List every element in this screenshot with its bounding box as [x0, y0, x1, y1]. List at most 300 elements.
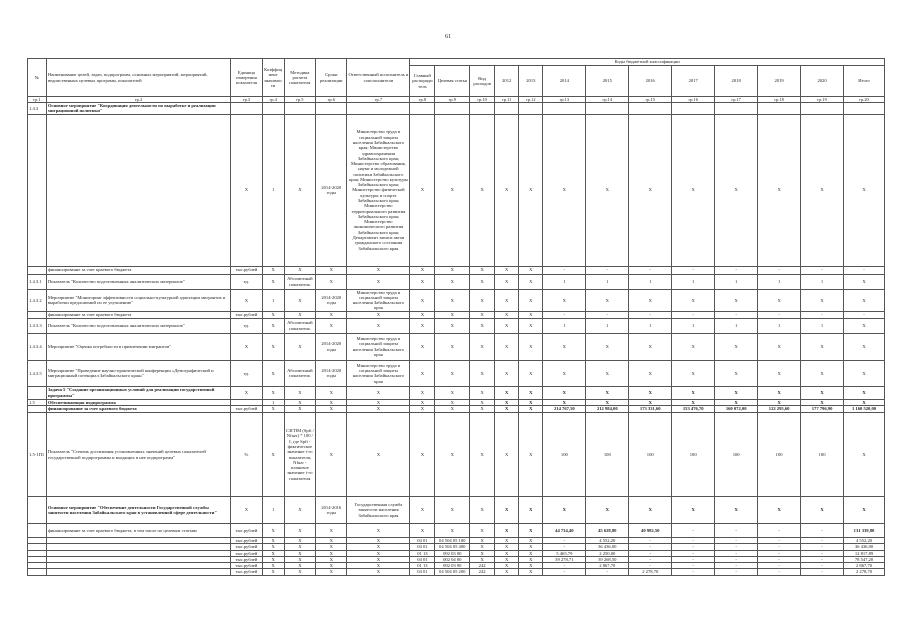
- row-year-value: -: [672, 563, 715, 569]
- row-coef: X: [262, 544, 284, 550]
- row-year-value: X: [495, 406, 519, 413]
- row-year-value: -: [801, 266, 844, 274]
- row-grbs: 04 01: [410, 569, 435, 575]
- row-year-value: -: [672, 550, 715, 556]
- row-year-value: X: [758, 114, 801, 266]
- row-year-value: -: [801, 311, 844, 318]
- row-number: [28, 386, 47, 399]
- row-resp: X: [347, 266, 410, 274]
- row-year-value: 5 465,79: [543, 550, 586, 556]
- row-year-value: X: [672, 399, 715, 405]
- row-year-value: [495, 103, 519, 115]
- row-year-value: X: [629, 289, 672, 311]
- row-year-value: X: [543, 289, 586, 311]
- row-vr: X: [470, 524, 495, 538]
- row-target: X: [435, 311, 470, 318]
- row-resp: X: [347, 318, 410, 333]
- row-resp: X: [347, 406, 410, 413]
- row-year-value: 153 476,70: [672, 406, 715, 413]
- row-year-value: X: [495, 360, 519, 386]
- row-method: X: [284, 386, 315, 399]
- row-target: X: [435, 360, 470, 386]
- header-year: 2017: [672, 66, 715, 97]
- header-year: 2014: [543, 66, 586, 97]
- row-coef: X: [262, 318, 284, 333]
- row-method: X: [284, 538, 315, 544]
- row-year-value: X: [519, 318, 543, 333]
- row-number: 1.4.3.4: [28, 333, 47, 360]
- row-period: X: [316, 538, 347, 544]
- row-year-value: -: [629, 563, 672, 569]
- table-row: [28, 266, 885, 274]
- row-target: X: [435, 274, 470, 289]
- row-period: X: [316, 413, 347, 497]
- header-coef: Коэффициент значимости: [262, 59, 284, 97]
- row-year-value: -: [715, 538, 758, 544]
- row-method: X: [284, 563, 315, 569]
- row-year-value: -: [672, 524, 715, 538]
- row-year-value: 100: [715, 413, 758, 497]
- row-year-value: X: [801, 114, 844, 266]
- row-year-value: 1: [586, 318, 629, 333]
- row-year-value: X: [672, 497, 715, 524]
- row-year-value: X: [495, 497, 519, 524]
- row-vr: X: [470, 311, 495, 318]
- row-year-value: X: [629, 360, 672, 386]
- row-vr: X: [470, 544, 495, 550]
- row-method: X: [284, 556, 315, 562]
- row-vr: X: [470, 289, 495, 311]
- row-year-value: -: [801, 550, 844, 556]
- row-year-value: X: [672, 114, 715, 266]
- row-year-value: X: [495, 563, 519, 569]
- row-period: 2014-2020 годы: [316, 360, 347, 386]
- row-method: X: [284, 333, 315, 360]
- row-total: 12 817,89: [844, 550, 885, 556]
- row-name: Показатель "Степень достижения установленных значений целевых показателей государственной подпрограммы и входящих в нее подпрограмм": [46, 413, 230, 497]
- row-year-value: -: [543, 563, 586, 569]
- row-year-value: X: [495, 544, 519, 550]
- row-name: финансирование за счет краевого бюджета: [46, 266, 230, 274]
- row-number: [28, 266, 47, 274]
- row-number: [28, 497, 47, 524]
- row-year-value: -: [715, 311, 758, 318]
- row-name: Основное мероприятие "Координация деятельности по выработке и реализации миграционной политики": [46, 103, 230, 115]
- row-grbs: X: [410, 360, 435, 386]
- row-method: X: [284, 266, 315, 274]
- row-total: 78 547,20: [844, 556, 885, 562]
- row-name: Мероприятие "Мониторинг эффективности социально-культурной адаптации мигрантов и выработки предложений по ее улучшению": [46, 289, 230, 311]
- row-year-value: [586, 103, 629, 115]
- row-period: X: [316, 406, 347, 413]
- row-coef: X: [262, 386, 284, 399]
- row-year-value: -: [672, 569, 715, 575]
- row-year-value: 100: [543, 413, 586, 497]
- row-year-value: -: [758, 538, 801, 544]
- row-unit: X: [231, 386, 262, 399]
- row-year-value: X: [672, 386, 715, 399]
- row-coef: X: [262, 360, 284, 386]
- row-year-value: X: [543, 399, 586, 405]
- row-year-value: [715, 103, 758, 115]
- row-total: X: [844, 386, 885, 399]
- row-coef: X: [262, 311, 284, 318]
- row-year-value: X: [495, 266, 519, 274]
- row-year-value: X: [519, 497, 543, 524]
- row-year-value: X: [495, 114, 519, 266]
- row-year-value: -: [586, 266, 629, 274]
- row-year-value: -: [758, 563, 801, 569]
- table-row: [28, 333, 885, 360]
- row-year-value: 212 984,00: [586, 406, 629, 413]
- row-grbs: 01 13: [410, 550, 435, 556]
- column-number: гр.13: [543, 97, 586, 103]
- header-grbs: Главный распорядитель: [410, 66, 435, 97]
- column-number: гр.3: [231, 97, 262, 103]
- row-year-value: X: [495, 318, 519, 333]
- row-year-value: 4 552,20: [586, 538, 629, 544]
- row-year-value: 1: [629, 274, 672, 289]
- row-grbs: X: [410, 497, 435, 524]
- row-target: X: [435, 266, 470, 274]
- row-period: X: [316, 544, 347, 550]
- row-period: 2014-2016 годы: [316, 497, 347, 524]
- row-year-value: -: [758, 556, 801, 562]
- row-year-value: -: [629, 311, 672, 318]
- row-name: [46, 114, 230, 266]
- row-year-value: 39 278,71: [543, 556, 586, 562]
- row-year-value: X: [543, 333, 586, 360]
- column-number: гр.9: [435, 97, 470, 103]
- row-target: X: [435, 333, 470, 360]
- row-year-value: 1: [543, 318, 586, 333]
- row-method: Абсолютный показатель: [284, 360, 315, 386]
- row-year-value: -: [629, 550, 672, 556]
- row-unit: тыс.рублей: [231, 406, 262, 413]
- header-year: 2019: [758, 66, 801, 97]
- row-resp: X: [347, 399, 410, 405]
- row-period: X: [316, 563, 347, 569]
- row-year-value: X: [519, 333, 543, 360]
- row-period: X: [316, 318, 347, 333]
- row-year-value: -: [715, 544, 758, 550]
- row-total: 2 867,70: [844, 563, 885, 569]
- row-unit: X: [231, 497, 262, 524]
- row-year-value: X: [519, 406, 543, 413]
- row-year-value: -: [586, 569, 629, 575]
- row-year-value: 1: [629, 318, 672, 333]
- row-year-value: -: [672, 544, 715, 550]
- row-method: X: [284, 544, 315, 550]
- row-target: 04 504 05 400: [435, 544, 470, 550]
- row-year-value: X: [715, 333, 758, 360]
- row-total: X: [844, 360, 885, 386]
- row-year-value: X: [519, 569, 543, 575]
- column-number: гр.16: [672, 97, 715, 103]
- row-total: X: [844, 274, 885, 289]
- row-year-value: X: [519, 289, 543, 311]
- header-no: №: [28, 59, 47, 97]
- row-method: X: [284, 311, 315, 318]
- row-total: X: [844, 399, 885, 405]
- row-target: X: [435, 386, 470, 399]
- row-period: 2014-2020 годы: [316, 289, 347, 311]
- row-year-value: 1: [715, 274, 758, 289]
- row-total: 1 160 520,00: [844, 406, 885, 413]
- row-year-value: X: [519, 114, 543, 266]
- row-year-value: X: [543, 114, 586, 266]
- row-year-value: X: [715, 386, 758, 399]
- row-year-value: X: [495, 556, 519, 562]
- row-unit: тыс.рублей: [231, 538, 262, 544]
- row-grbs: X: [410, 399, 435, 405]
- row-year-value: 1: [758, 318, 801, 333]
- row-year-value: 1: [758, 274, 801, 289]
- row-year-value: -: [543, 311, 586, 318]
- row-year-value: -: [672, 311, 715, 318]
- row-grbs: X: [410, 266, 435, 274]
- row-year-value: X: [715, 114, 758, 266]
- row-year-value: -: [543, 544, 586, 550]
- row-resp: Министерство труда и социальной защиты населения Забайкальского края: [347, 360, 410, 386]
- row-total: X: [844, 333, 885, 360]
- header-target: Целевая статья: [435, 66, 470, 97]
- table-row: [28, 311, 885, 318]
- row-unit: X: [231, 114, 262, 266]
- table-body: [28, 97, 885, 576]
- row-total: X: [844, 497, 885, 524]
- row-period: X: [316, 550, 347, 556]
- row-year-value: 214 767,50: [543, 406, 586, 413]
- row-resp: [347, 103, 410, 115]
- header-year: 2020: [801, 66, 844, 97]
- row-name: Обеспечивающая подпрограмма: [46, 399, 230, 405]
- table-row: [28, 569, 885, 575]
- row-period: X: [316, 386, 347, 399]
- row-year-value: [801, 103, 844, 115]
- row-year-value: X: [495, 399, 519, 405]
- row-grbs: X: [410, 274, 435, 289]
- row-total: 131 339,80: [844, 524, 885, 538]
- row-year-value: X: [519, 550, 543, 556]
- row-target: 092 03 90: [435, 563, 470, 569]
- row-unit: тыс.рублей: [231, 524, 262, 538]
- header-budget-codes: Коды бюджетной классификации: [410, 59, 885, 66]
- row-coef: X: [262, 333, 284, 360]
- row-vr: X: [470, 538, 495, 544]
- row-year-value: -: [801, 569, 844, 575]
- row-year-value: X: [495, 311, 519, 318]
- row-year-value: 44 734,40: [543, 524, 586, 538]
- row-year-value: X: [629, 386, 672, 399]
- row-method: X: [284, 524, 315, 538]
- column-number: гр.17: [715, 97, 758, 103]
- column-number: гр.20: [844, 97, 885, 103]
- row-year-value: 2 867,70: [586, 563, 629, 569]
- row-name: Задача 5 "Создание организационных условий для реализации государственной программы": [46, 386, 230, 399]
- row-total: 4 552,20: [844, 538, 885, 544]
- row-method: X: [284, 289, 315, 311]
- row-year-value: [519, 103, 543, 115]
- row-period: X: [316, 569, 347, 575]
- row-year-value: 1: [586, 274, 629, 289]
- row-year-value: -: [543, 569, 586, 575]
- header-year: 2018: [715, 66, 758, 97]
- row-target: 04 504 05 100: [435, 538, 470, 544]
- row-year-value: X: [495, 524, 519, 538]
- header-responsible: Ответственный исполнитель и соисполнители: [347, 59, 410, 97]
- row-year-value: 2 250,00: [586, 550, 629, 556]
- row-resp: X: [347, 311, 410, 318]
- row-year-value: X: [758, 333, 801, 360]
- row-year-value: X: [672, 360, 715, 386]
- row-year-value: X: [495, 569, 519, 575]
- row-year-value: -: [715, 569, 758, 575]
- row-target: X: [435, 114, 470, 266]
- row-year-value: 1: [801, 274, 844, 289]
- header-year: 2015: [586, 66, 629, 97]
- row-total: 2 278,70: [844, 569, 885, 575]
- row-year-value: X: [586, 289, 629, 311]
- row-vr: X: [470, 497, 495, 524]
- row-name: финансирование за счет краевого бюджета: [46, 311, 230, 318]
- row-year-value: -: [758, 524, 801, 538]
- column-number: гр.18: [758, 97, 801, 103]
- row-method: Абсолютный показатель: [284, 318, 315, 333]
- row-unit: ед.: [231, 318, 262, 333]
- row-resp: Государственная служба занятости населения Забайкальского края: [347, 497, 410, 524]
- row-grbs: X: [410, 413, 435, 497]
- row-year-value: X: [629, 333, 672, 360]
- column-number: гр.15: [629, 97, 672, 103]
- row-number: 1.4.3.1: [28, 274, 47, 289]
- row-total: -: [844, 266, 885, 274]
- column-number: гр.5: [284, 97, 315, 103]
- row-coef: 1: [262, 114, 284, 266]
- row-year-value: 160 072,00: [715, 406, 758, 413]
- row-year-value: X: [519, 538, 543, 544]
- row-coef: X: [262, 569, 284, 575]
- row-grbs: X: [410, 311, 435, 318]
- row-period: [316, 103, 347, 115]
- column-number: гр.11: [495, 97, 519, 103]
- row-number: 1.4.3: [28, 103, 47, 115]
- row-target: X: [435, 524, 470, 538]
- row-resp: X: [347, 563, 410, 569]
- row-number: [28, 311, 47, 318]
- row-year-value: X: [801, 360, 844, 386]
- row-coef: [262, 103, 284, 115]
- row-number: 1.4.3.2: [28, 289, 47, 311]
- row-year-value: X: [586, 386, 629, 399]
- row-number: 1.4.3.3: [28, 318, 47, 333]
- row-year-value: X: [519, 524, 543, 538]
- row-year-value: 1: [672, 274, 715, 289]
- row-total: X: [844, 413, 885, 497]
- row-number: 1.5: [28, 399, 47, 405]
- row-resp: Министерство труда и социальной защиты населения Забайкальского края; Министерство здравоохранения Забайкальского края; Министерство образования, науки и молодежной политики Забайкальского края; Министерство культуры Забайкальского края; Министерство физической культуры и спорта Забайкальского края; Министерство территориального развития Забайкальского края; Министерство экономического развития Забайкальского края; Департамент записи актов гражданского состояния Забайкальского края: [347, 114, 410, 266]
- row-vr: X: [470, 399, 495, 405]
- row-year-value: X: [629, 399, 672, 405]
- row-vr: X: [470, 386, 495, 399]
- row-period: 2014-2020 годы: [316, 333, 347, 360]
- row-year-value: 39 268,50: [586, 556, 629, 562]
- row-unit: X: [231, 289, 262, 311]
- column-number: гр.4: [262, 97, 284, 103]
- row-year-value: X: [495, 538, 519, 544]
- row-year-value: -: [758, 544, 801, 550]
- row-year-value: X: [519, 399, 543, 405]
- row-target: X: [435, 413, 470, 497]
- row-coef: X: [262, 556, 284, 562]
- row-year-value: X: [758, 497, 801, 524]
- column-number: гр.2: [46, 97, 230, 103]
- row-unit: тыс.рублей: [231, 266, 262, 274]
- program-table: [27, 58, 885, 576]
- row-period: X: [316, 556, 347, 562]
- row-vr: X: [470, 413, 495, 497]
- page-number: 61: [445, 34, 451, 40]
- row-year-value: X: [801, 399, 844, 405]
- row-year-value: X: [672, 289, 715, 311]
- row-year-value: X: [495, 289, 519, 311]
- row-year-value: X: [758, 360, 801, 386]
- row-year-value: -: [758, 550, 801, 556]
- row-year-value: 1: [715, 318, 758, 333]
- row-year-value: 100: [801, 413, 844, 497]
- row-grbs: X: [410, 406, 435, 413]
- header-total: Итого: [844, 66, 885, 97]
- row-coef: X: [262, 406, 284, 413]
- row-year-value: [672, 103, 715, 115]
- row-year-value: X: [586, 360, 629, 386]
- row-year-value: -: [801, 544, 844, 550]
- row-number: 1.5-1П1: [28, 413, 47, 497]
- row-year-value: 1: [672, 318, 715, 333]
- row-year-value: -: [801, 556, 844, 562]
- header-name: Наименование целей, задач, подпрограмм, основных мероприятий, мероприятий, ведомственных целевых программ, показателей: [46, 59, 230, 97]
- row-vr: X: [470, 274, 495, 289]
- column-number: гр.19: [801, 97, 844, 103]
- row-year-value: -: [543, 538, 586, 544]
- header-period: Сроки реализации: [316, 59, 347, 97]
- column-number: гр.1: [28, 97, 47, 103]
- row-name: Мероприятие "Проведение научно-практической конференции «Демографический и миграционный потенциал Забайкальского края»": [46, 360, 230, 386]
- row-grbs: X: [410, 524, 435, 538]
- column-number: гр.12: [519, 97, 543, 103]
- table-row: [28, 406, 885, 413]
- row-year-value: X: [495, 274, 519, 289]
- row-year-value: 177 796,90: [801, 406, 844, 413]
- row-grbs: [410, 103, 435, 115]
- table-row: [28, 497, 885, 524]
- row-vr: 242: [470, 569, 495, 575]
- row-total: X: [844, 318, 885, 333]
- row-coef: X: [262, 413, 284, 497]
- row-total: [844, 103, 885, 115]
- row-total: X: [844, 289, 885, 311]
- row-total: X: [844, 114, 885, 266]
- row-coef: X: [262, 266, 284, 274]
- row-grbs: X: [410, 114, 435, 266]
- row-vr: X: [470, 360, 495, 386]
- row-coef: X: [262, 563, 284, 569]
- column-number: гр.7: [347, 97, 410, 103]
- row-vr: X: [470, 333, 495, 360]
- row-year-value: -: [715, 563, 758, 569]
- row-year-value: 173 331,60: [629, 406, 672, 413]
- row-year-value: X: [519, 563, 543, 569]
